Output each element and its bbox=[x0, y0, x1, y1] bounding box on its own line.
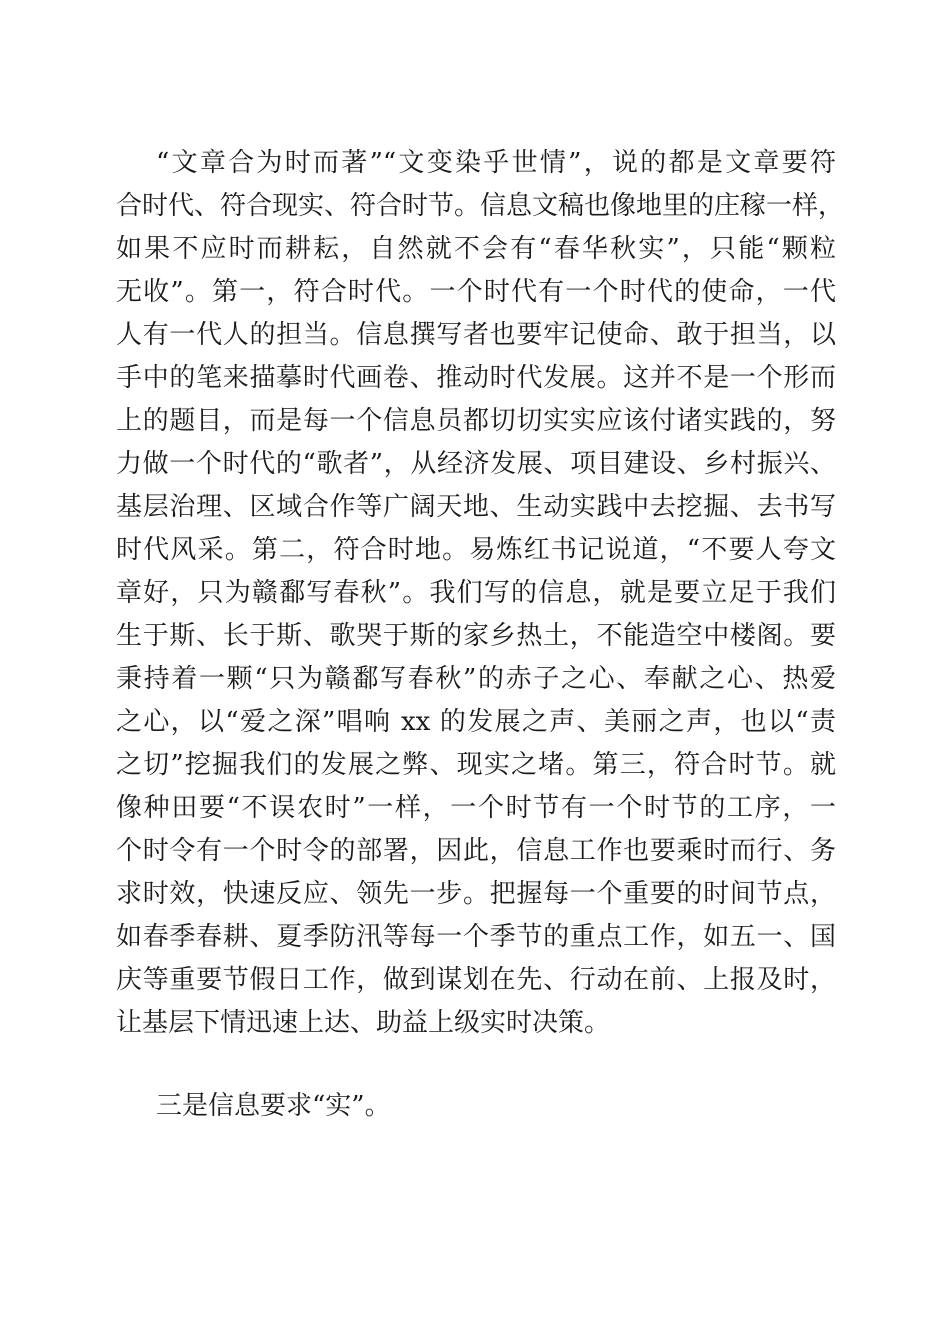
section-heading: 三是信息要求“实”。 bbox=[156, 1091, 391, 1121]
paragraph-line: 如果不应时而耕耘，自然就不会有“春华秋实”，只能“颗粒 bbox=[116, 234, 836, 264]
paragraph-line: 合时代、符合现实、符合时节。信息文稿也像地里的庄稼一样， bbox=[116, 191, 845, 221]
paragraph-line: 人有一代人的担当。信息撰写者也要牢记使命、敢于担当，以 bbox=[116, 320, 836, 350]
paragraph-line: 手中的笔来描摹时代画卷、推动时代发展。这并不是一个形而 bbox=[116, 363, 836, 393]
paragraph-line: 如春季春耕、夏季防汛等每一个季节的重点工作，如五一、国 bbox=[116, 922, 836, 952]
paragraph-line: 力做一个时代的“歌者”，从经济发展、项目建设、乡村振兴、 bbox=[116, 449, 836, 479]
body-paragraph bbox=[116, 142, 845, 1045]
paragraph-line: 个时令有一个时令的部署，因此，信息工作也要乘时而行、务 bbox=[116, 836, 836, 866]
paragraph-line: 庆等重要节假日工作，做到谋划在先、行动在前、上报及时， bbox=[116, 965, 836, 995]
paragraph-line: 让基层下情迅速上达、助益上级实时决策。 bbox=[116, 1008, 611, 1038]
paragraph-line: 之切”挖掘我们的发展之弊、现实之堵。第三，符合时节。就 bbox=[116, 750, 836, 780]
paragraph-line: 像种田要“不误农时”一样，一个时节有一个时节的工序，一 bbox=[116, 793, 836, 823]
paragraph-line: 无收”。第一，符合时代。一个时代有一个时代的使命，一代 bbox=[116, 277, 836, 307]
paragraph-line: 生于斯、长于斯、歌哭于斯的家乡热土，不能造空中楼阁。要 bbox=[116, 621, 836, 651]
paragraph-line: 之心，以“爱之深”唱响 xx 的发展之声、美丽之声，也以“责 bbox=[116, 707, 836, 737]
paragraph-line: 章好，只为赣鄱写春秋”。我们写的信息，就是要立足于我们 bbox=[116, 578, 836, 608]
paragraph-line: 秉持着一颗“只为赣鄱写春秋”的赤子之心、奉献之心、热爱 bbox=[116, 664, 836, 694]
paragraph-line: 时代风采。第二，符合时地。易炼红书记说道，“不要人夸文 bbox=[116, 535, 836, 565]
paragraph-line: 上的题目，而是每一个信息员都切切实实应该付诸实践的，努 bbox=[116, 406, 836, 436]
paragraph-line: 基层治理、区域合作等广阔天地、生动实践中去挖掘、去书写 bbox=[116, 492, 836, 522]
paragraph-line: “文章合为时而著”“文变染乎世情”，说的都是文章要符 bbox=[156, 148, 836, 178]
paragraph-line: 求时效，快速反应、领先一步。把握每一个重要的时间节点， bbox=[116, 879, 836, 909]
